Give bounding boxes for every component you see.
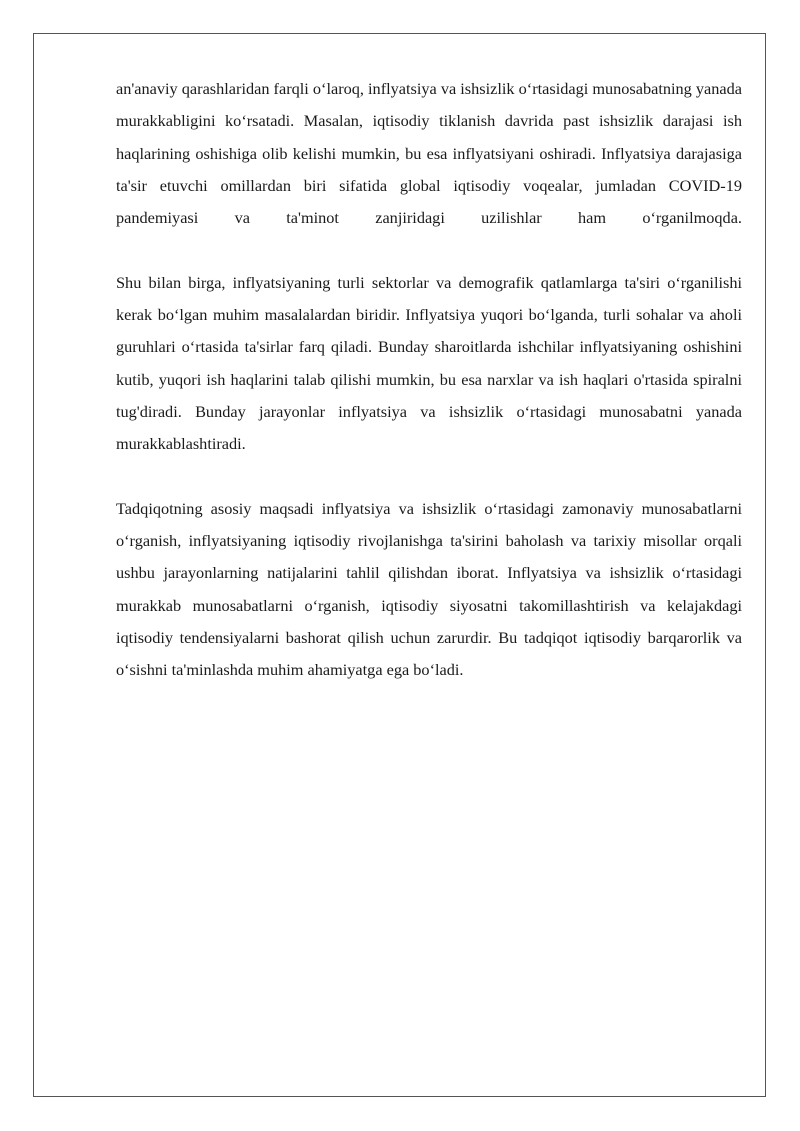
paragraph-3: Tadqiqotning asosiy maqsadi inflyatsiya va ishsizlik o‘rtasidagi zamonaviy munosabatlarni o‘rganish, inflyatsiyaning iqtisodiy rivojlanishga ta'sirini baholash va tarixiy misollar orqali ushbu jarayonlarning natijalarini tahlil qilishdan iborat. Inflyatsiya va ishsizlik o‘rtasidagi murakkab munosabatlarni o‘rganish, iqtisodiy siyosatni takomillashtirish va kelajakdagi iqtisodiy tendensiyalarni bashorat qilish uchun zarurdir. Bu tadqiqot iqtisodiy barqarorlik va o‘sishni ta'minlashda muhim ahamiyatga ega bo‘ladi. <box>116 498 742 680</box>
paragraph-1: an'anaviy qarashlaridan farqli o‘laroq, inflyatsiya va ishsizlik o‘rtasidagi munosabatning yanada murakkabligini ko‘rsatadi. Masalan, iqtisodiy tiklanish davrida past ishsizlik darajasi ish haqlarining oshishiga olib kelishi mumkin, bu esa inflyatsiyani oshiradi. Inflyatsiya darajasiga ta'sir etuvchi omillardan biri sifatida global iqtisodiy voqealar, jumladan COVID-19 pandemiyasi va ta'minot zanjiridagi uzilishlar ham o‘rganilmoqda. <box>116 79 742 228</box>
paragraph-2: Shu bilan birga, inflyatsiyaning turli sektorlar va demografik qatlamlarga ta'siri o‘rganilishi kerak bo‘lgan muhim masalalardan biridir. Inflyatsiya yuqori bo‘lganda, turli sohalar va aholi guruhlari o‘rtasida ta'sirlar farq qiladi. Bunday sharoitlarda ishchilar inflyatsiyaning oshishini kutib, yuqori ish haqlarini talab qilishi mumkin, bu esa narxlar va ish haqlari o'rtasida spiralni tug'diradi. Bunday jarayonlar inflyatsiya va ishsizlik o‘rtasidagi munosabatni yanada murakkablashtiradi. <box>116 272 742 454</box>
document-body <box>116 73 742 719</box>
